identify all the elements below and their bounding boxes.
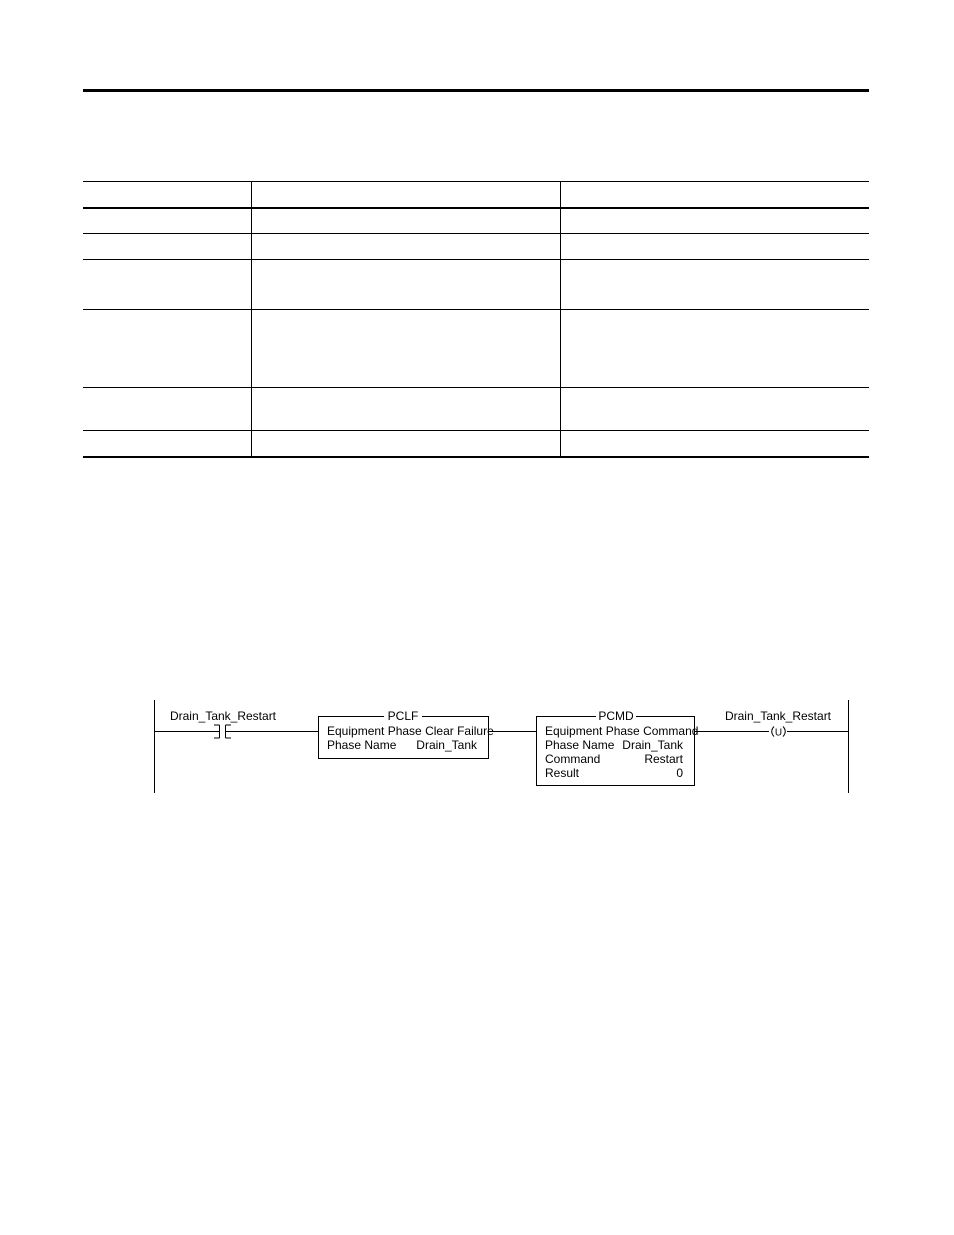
pcmd-param-label: Command [545, 752, 601, 766]
table-row [83, 310, 869, 388]
ladder-rung-diagram [150, 695, 855, 800]
otu-coil[interactable] [725, 709, 832, 739]
table-cell [83, 208, 251, 234]
table-cell [560, 388, 869, 431]
coil-symbol: U [774, 727, 783, 739]
table-cell [251, 208, 560, 234]
table-row [83, 388, 869, 431]
coil-tag-label: Drain_Tank_Restart [724, 709, 832, 723]
table-cell [560, 260, 869, 310]
pclf-instruction-block[interactable] [319, 709, 495, 759]
table-row [83, 208, 869, 234]
table-cell [83, 431, 251, 457]
table-cell [560, 431, 869, 457]
table-header-cell [560, 182, 869, 208]
pclf-mnemonic: PCLF [387, 709, 419, 723]
table-cell [83, 260, 251, 310]
table-cell [560, 208, 869, 234]
table-header-row [83, 182, 869, 208]
pcmd-param-value: 0 [676, 766, 683, 780]
pclf-title: Equipment Phase Clear Failure [327, 724, 494, 738]
table-header-cell [83, 182, 251, 208]
pcmd-param-value: Drain_Tank [622, 738, 683, 752]
pcmd-param-value: Restart [644, 752, 683, 766]
table-cell [83, 310, 251, 388]
table-row [83, 234, 869, 260]
table-cell [251, 310, 560, 388]
pclf-param-label: Phase Name [327, 738, 397, 752]
pcmd-param-label: Phase Name [545, 738, 615, 752]
xic-contact[interactable] [170, 709, 277, 738]
table-row [83, 431, 869, 457]
table-cell [251, 260, 560, 310]
pcmd-title: Equipment Phase Command [545, 724, 699, 738]
pcmd-instruction-block[interactable] [537, 709, 699, 786]
table-cell [83, 388, 251, 431]
pcmd-param-label: Result [545, 766, 580, 780]
pclf-param-value: Drain_Tank [416, 738, 477, 752]
table-cell [560, 310, 869, 388]
table-cell [251, 388, 560, 431]
table-cell [83, 234, 251, 260]
table-header-cell [251, 182, 560, 208]
pcmd-mnemonic: PCMD [598, 709, 634, 723]
table-cell [251, 431, 560, 457]
data-table [83, 181, 869, 458]
header-rule [83, 89, 869, 92]
table-cell [251, 234, 560, 260]
table-row [83, 260, 869, 310]
table-cell [560, 234, 869, 260]
contact-tag-label: Drain_Tank_Restart [169, 709, 277, 723]
